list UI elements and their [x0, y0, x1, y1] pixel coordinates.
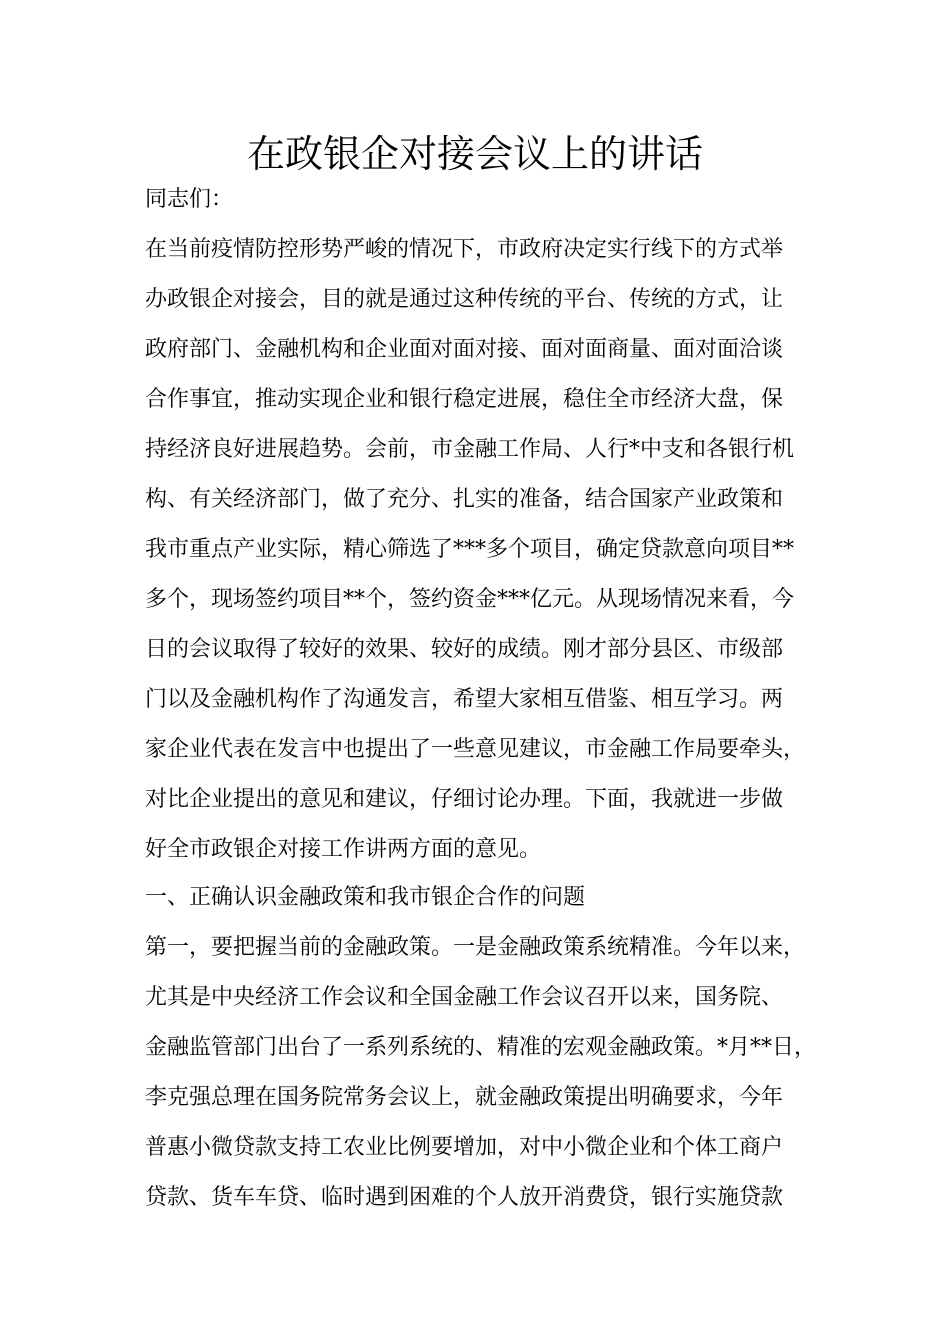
body-line: 尤其是中央经济工作会议和全国金融工作会议召开以来，国务院、 — [145, 985, 784, 1010]
body-line: 普惠小微贷款支持工农业比例要增加，对中小微企业和个体工商户 — [145, 1135, 784, 1160]
body-line: 家企业代表在发言中也提出了一些意见建议，市金融工作局要牵头， — [145, 737, 806, 762]
body-line: 在当前疫情防控形势严峻的情况下，市政府决定实行线下的方式举 — [145, 237, 784, 262]
body-line: 合作事宜，推动实现企业和银行稳定进展，稳住全市经济大盘，保 — [145, 387, 784, 412]
body-line: 第一，要把握当前的金融政策。一是金融政策系统精准。今年以来， — [145, 935, 806, 960]
body-line: 我市重点产业实际，精心筛选了***多个项目，确定贷款意向项目** — [145, 537, 795, 562]
document-title: 在政银企对接会议上的讲话 — [246, 132, 703, 176]
body-line: 李克强总理在国务院常务会议上，就金融政策提出明确要求，今年 — [145, 1085, 784, 1110]
section-heading: 一、正确认识金融政策和我市银企合作的问题 — [145, 885, 586, 910]
body-line: 门以及金融机构作了沟通发言，希望大家相互借鉴、相互学习。两 — [145, 687, 784, 712]
body-line: 金融监管部门出台了一系列系统的、精准的宏观金融政策。*月**日， — [145, 1035, 817, 1060]
body-line: 构、有关经济部门，做了充分、扎实的准备，结合国家产业政策和 — [145, 487, 784, 512]
body-line: 日的会议取得了较好的效果、较好的成绩。刚才部分县区、市级部 — [145, 637, 784, 662]
body-line: 持经济良好进展趋势。会前，市金融工作局、人行*中支和各银行机 — [145, 437, 795, 462]
body-line: 办政银企对接会，目的就是通过这种传统的平台、传统的方式，让 — [145, 287, 784, 312]
body-line: 对比企业提出的意见和建议，仔细讨论办理。下面，我就进一步做 — [145, 787, 784, 812]
body-line: 贷款、货车车贷、临时遇到困难的个人放开消费贷，银行实施贷款 — [145, 1185, 784, 1210]
salutation-line: 同志们： — [145, 187, 234, 212]
body-line: 政府部门、金融机构和企业面对面对接、面对面商量、面对面洽谈 — [145, 337, 784, 362]
body-line: 好全市政银企对接工作讲两方面的意见。 — [145, 837, 542, 862]
body-line: 多个，现场签约项目**个，签约资金***亿元。从现场情况来看，今 — [145, 587, 795, 612]
